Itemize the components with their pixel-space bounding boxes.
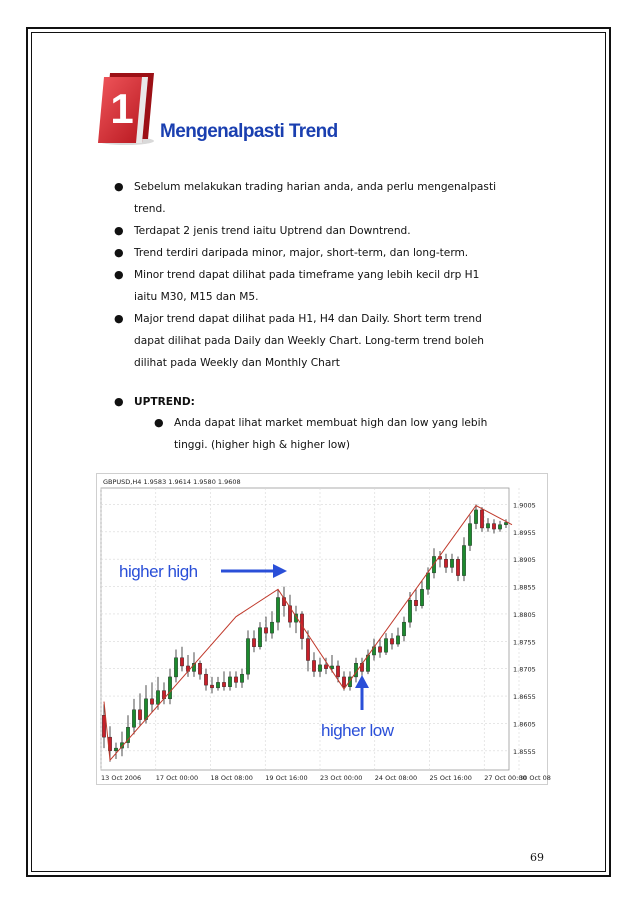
candle-body — [276, 598, 279, 623]
bullet-item — [114, 242, 469, 264]
uptrend-item — [114, 391, 195, 413]
candle-body — [324, 665, 327, 669]
candle-body — [210, 685, 213, 688]
y-tick-label: 1.8955 — [513, 528, 536, 537]
candle-body — [234, 677, 237, 682]
bullet-icon: ● — [154, 416, 164, 429]
x-tick-label: 25 Oct 16:00 — [429, 774, 472, 782]
candle-body — [396, 636, 399, 644]
candle-body — [168, 677, 171, 699]
candle-body — [408, 600, 411, 622]
candle-body — [390, 639, 393, 644]
candle-body — [150, 699, 153, 704]
higher-low-label: higher low — [321, 721, 394, 740]
x-tick-label: 19 Oct 16:00 — [265, 774, 308, 782]
bullet-icon: ● — [114, 180, 124, 193]
uptrend-sub-line-2: tinggi. (higher high & higher low) — [174, 439, 351, 451]
candle-body — [198, 663, 201, 674]
bullet-line: trend. — [134, 203, 166, 215]
candle-body — [456, 559, 459, 575]
candle-body — [144, 699, 147, 720]
y-tick-label: 1.8755 — [513, 638, 536, 647]
candle-body — [240, 674, 243, 682]
candle-body — [180, 658, 183, 666]
bullet-item — [114, 220, 411, 242]
bullet-icon: ● — [114, 224, 124, 237]
candle-body — [132, 710, 135, 728]
candle-body — [102, 715, 105, 737]
uptrend-subitem — [154, 412, 488, 456]
candle-body — [228, 677, 231, 687]
candle-body — [492, 524, 495, 529]
candle-body — [450, 559, 453, 567]
number-book-icon — [96, 67, 160, 147]
bullet-icon: ● — [114, 312, 124, 325]
page-title: Mengenalpasti Trend — [160, 121, 338, 142]
bullet-line: dapat dilihat pada Daily dan Weekly Chart. Long-term trend boleh — [134, 335, 484, 347]
plot-area — [101, 488, 509, 770]
candle-body — [306, 639, 309, 661]
candle-body — [312, 660, 315, 671]
x-tick-label: 18 Oct 08:00 — [210, 774, 253, 782]
bullet-item — [114, 308, 484, 374]
candle-body — [462, 545, 465, 575]
heading-number: 1 — [110, 85, 134, 132]
bullet-line: Sebelum melakukan trading harian anda, anda perlu mengenalpasti — [134, 181, 497, 193]
bullet-icon: ● — [114, 395, 124, 408]
bullet-item — [114, 264, 480, 308]
x-tick-label: 23 Oct 00:00 — [320, 774, 363, 782]
x-tick-label: 27 Oct 00:00 — [484, 774, 527, 782]
bullet-icon: ● — [114, 268, 124, 281]
candle-body — [252, 639, 255, 647]
candle-body — [246, 639, 249, 675]
candle-body — [318, 665, 321, 672]
candle-body — [402, 622, 405, 636]
y-tick-label: 1.8855 — [513, 583, 536, 592]
candle-body — [174, 658, 177, 677]
page-number: 69 — [530, 851, 544, 864]
y-tick-label: 1.9005 — [513, 501, 536, 510]
y-tick-label: 1.8555 — [513, 747, 536, 756]
candle-body — [486, 524, 489, 528]
candle-body — [474, 510, 477, 524]
x-tick-label: 17 Oct 00:00 — [155, 774, 199, 782]
uptrend-label: UPTREND: — [134, 396, 195, 408]
candle-body — [504, 522, 507, 524]
bullet-line: Major trend dapat dilihat pada H1, H4 dan Daily. Short term trend — [134, 313, 482, 325]
candle-body — [216, 682, 219, 687]
bullet-line: Trend terdiri daripada minor, major, short-term, dan long-term. — [134, 247, 469, 259]
bullet-icon: ● — [114, 246, 124, 259]
y-tick-label: 1.8905 — [513, 556, 536, 565]
candle-body — [378, 647, 381, 652]
candle-body — [114, 748, 117, 751]
price-chart — [96, 473, 551, 785]
candle-body — [480, 510, 483, 528]
higher-high-label: higher high — [119, 562, 198, 581]
uptrend-sub-line-1: Anda dapat lihat market membuat high dan low yang lebih — [174, 417, 488, 429]
candle-body — [498, 525, 501, 529]
candle-body — [468, 524, 471, 546]
chart-header: GBPUSD,H4 1.9583 1.9614 1.9580 1.9608 — [103, 478, 241, 486]
candle-body — [258, 628, 261, 647]
y-tick-label: 1.8805 — [513, 610, 536, 619]
candle-body — [444, 559, 447, 567]
candle-body — [384, 639, 387, 653]
bullet-line: Terdapat 2 jenis trend iaitu Uptrend dan Downtrend. — [134, 225, 411, 237]
candle-body — [204, 674, 207, 685]
candle-body — [222, 682, 225, 686]
x-tick-label: 30 Oct 08 — [519, 774, 551, 782]
x-tick-label: 24 Oct 08:00 — [374, 774, 418, 782]
bullet-line: Minor trend dapat dilihat pada timeframe yang lebih kecil drp H1 — [134, 269, 480, 281]
candle-body — [420, 589, 423, 605]
candle-body — [336, 666, 339, 677]
bullet-line: dilihat pada Weekly dan Monthly Chart — [134, 357, 340, 369]
x-tick-label: 13 Oct 2006 — [101, 774, 142, 782]
bullet-line: iaitu M30, M15 dan M5. — [134, 291, 259, 303]
candle-body — [138, 710, 141, 720]
candle-body — [156, 691, 159, 705]
candle-body — [264, 628, 267, 633]
y-tick-label: 1.8655 — [513, 693, 536, 702]
candle-body — [270, 622, 273, 633]
y-tick-label: 1.8605 — [513, 720, 536, 729]
candle-body — [342, 677, 345, 687]
bullet-item — [114, 176, 497, 220]
candle-body — [414, 600, 417, 605]
chart-svg — [97, 474, 551, 784]
candle-body — [426, 573, 429, 589]
y-tick-label: 1.8705 — [513, 665, 536, 674]
